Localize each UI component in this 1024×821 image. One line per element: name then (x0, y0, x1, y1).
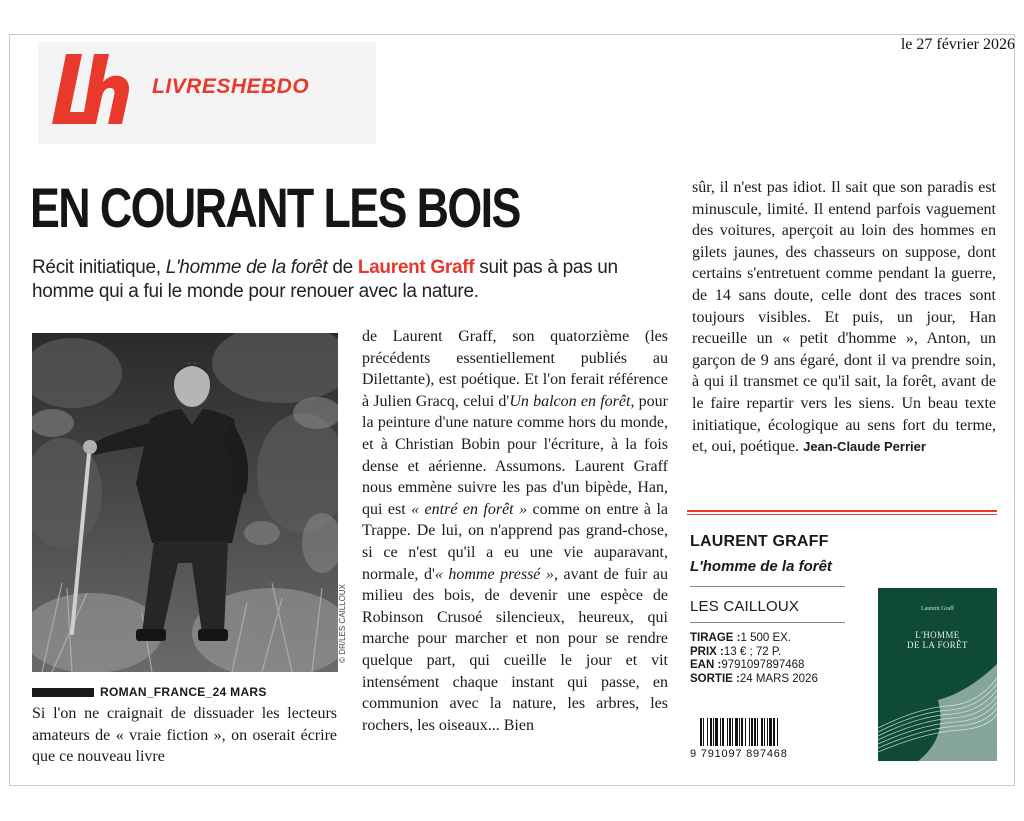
article-chapo (32, 256, 672, 304)
barcode-bar (739, 718, 740, 746)
barcode-bar (727, 718, 728, 746)
quoted-title-un-balcon: Un balcon en forêt (509, 392, 631, 410)
box-divider-2 (690, 622, 845, 623)
article-column-2: de Laurent Graff, son quatorzième (les précédents essentiellement publiés au Dilettante), est poétique. Et l'on ferait référence à Julien Gracq, celui d'Un balcon en forêt, pour la peinture d'une nature comme hors du monde, et à Christian Bobin pour l'écriture, à la fois dense et aérienne. Assumons. Laurent Graff nous emmène suivre les pas d'un bipède, Han, qui est « entré en forêt » comme on entre à la Trappe. De lui, on n'apprend pas grand-chose, si ce n'est qu'il a eu une vie auparavant, normale, d'« homme pressé », avant de fuir au milieu des bois, de devenir une espèce de Robinson Crusoé silencieux, heureux, qui marche pour marcher et non pour se rendre quelque part, qui cueille le jour et vit intensément chaque instant qui passe, en communion avec la nature, les arbres, les rochers, les oiseaux... Bien (362, 328, 669, 734)
lh-monogram-logo (52, 50, 134, 128)
barcode-bar (749, 718, 750, 746)
cover-title: L'HOMME DE LA FORÊT (907, 630, 968, 650)
barcode-bars (690, 718, 820, 748)
chapo-book-title: L'homme de la forêt (165, 257, 328, 278)
barcode-bar (777, 718, 778, 746)
book-cover (878, 588, 997, 761)
barcode-bar (767, 718, 768, 746)
spec-prix: PRIX :13 € ; 72 P. (690, 645, 782, 658)
rubric-label: ROMAN_FRANCE_24 MARS (100, 685, 267, 699)
chapo-middle: de (327, 257, 358, 278)
barcode-bar (735, 718, 738, 746)
barcode-bar (710, 718, 712, 746)
date-stamp: le 27 février 2026 (900, 36, 1015, 53)
barcode-bar (713, 718, 714, 746)
article-column-1: Si l'on ne craignait de dissuader les lecteurs amateurs de « vraie fiction », on oserait écrire que ce nouveau livre (32, 705, 337, 766)
barcode-bar (741, 718, 743, 746)
photo-credit: © DR/LES CAILLOUX (338, 584, 347, 663)
article-rubric (32, 684, 267, 700)
barcode-bar (761, 718, 763, 746)
barcode-bar (715, 718, 718, 746)
barcode-bar (745, 718, 746, 746)
ean-barcode (690, 718, 820, 762)
barcode-bar (769, 718, 772, 746)
spec-ean: EAN :9791097897468 (690, 659, 805, 671)
barcode-bar (751, 718, 753, 746)
barcode-bar (729, 718, 731, 746)
chapo-prefix: Récit initiatique, (32, 257, 166, 278)
cover-wave-art (878, 588, 997, 761)
barcode-bar (720, 718, 721, 746)
author-photo (32, 333, 338, 672)
chapo-suffix: suit pas à pas un homme qui a fui le monde pour renouer avec la nature. (32, 257, 618, 302)
box-top-rule (687, 510, 997, 512)
quote-homme-presse: « homme pressé » (434, 565, 554, 583)
barcode-bar (754, 718, 756, 746)
cover-author: Laurent Graff (920, 606, 955, 612)
barcode-bar (700, 718, 702, 746)
barcode-digits: 9 791097 897468 (690, 748, 788, 760)
spec-sortie: SORTIE :24 MARS 2026 (690, 672, 818, 685)
article-signature: Jean-Claude Perrier (803, 439, 926, 455)
quote-entre-en-foret: « entré en forêt » (411, 500, 528, 518)
spec-tirage: TIRAGE :1 500 EX. (690, 632, 791, 644)
article-headline: EN COURANT LES BOIS (30, 176, 520, 239)
barcode-bar (757, 718, 758, 746)
barcode-bar (703, 718, 704, 746)
book-specs (690, 632, 818, 686)
author-photo-image (32, 333, 338, 672)
book-publisher: LES CAILLOUX (690, 598, 800, 615)
barcode-bar (722, 718, 724, 746)
livreshebdo-wordmark: LIVRESHEBDO (152, 75, 310, 98)
rubric-bar (32, 688, 94, 697)
livreshebdo-logo (38, 42, 376, 144)
book-title: L'homme de la forêt (690, 558, 832, 575)
barcode-bar (732, 718, 733, 746)
barcode-bar (773, 718, 775, 746)
article-column-3: sûr, il n'est pas idiot. Il sait que son paradis est minuscule, limité. Il entend parfois vaguement des voitures, aperçoit au loin des hommes en gilets jaunes, des chasseurs on suppose, dont certains s'entretuent comme pendant la guerre, de 14 sans doute, celle dont des traces sont toujours visibles. Et puis, un jour, Han recueille un « petit d'homme », Anton, un garçon de 9 ans égaré, dont il va prendre soin, à qui il transmet ce qu'il sait, la forêt, avant de le faire repartir vers les siens. Un beau texte initiatique, écologique au sens fort du terme, et, oui, poétique. Jean-Claude Perrier (692, 179, 996, 456)
box-top-rule-thin (687, 514, 997, 515)
chapo-author: Laurent Graff (357, 257, 475, 278)
barcode-bar (707, 718, 708, 746)
barcode-bar (764, 718, 765, 746)
book-author: LAURENT GRAFF (690, 533, 829, 550)
box-divider-1 (690, 586, 845, 587)
